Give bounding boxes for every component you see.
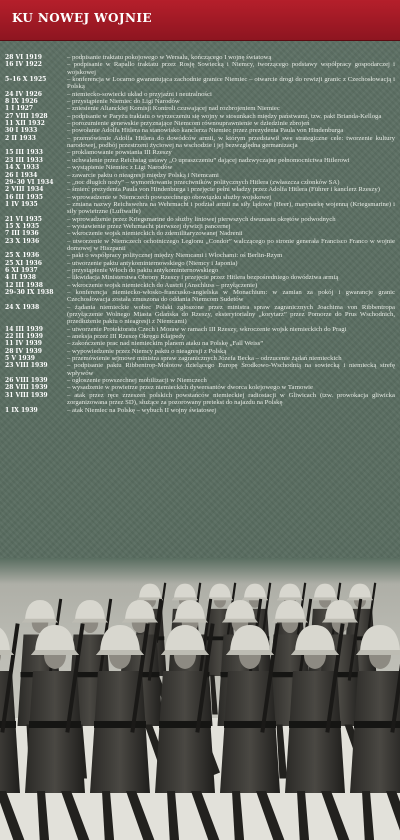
entry-date: 23 III 1933 xyxy=(5,156,43,164)
entry-date: 21 VI 1935 xyxy=(5,215,42,223)
timeline-entry xyxy=(5,127,395,134)
entry-text: – wkroczenie wojsk niemieckich do zdemilitaryzowanej Nadrenii xyxy=(67,230,243,238)
entry-text: – podpisanie w Rapallo traktatu przez Rosję Sowiecką i Niemcy, tworzącego podstawy współpracy gospodarczej i wojskowej xyxy=(67,61,395,76)
entry-date: 8 IX 1926 xyxy=(5,98,38,106)
entry-date: 22 III 1939 xyxy=(5,333,43,341)
entry-text: – atak przez ręce zrzeszeń polskich powstańców niemieckiej radiostacji w Gliwicach (tzw. prowokacja gliwicka zorganizowana przez SD), służące za pozorowany pretekst do najazdu na Polskę xyxy=(67,391,395,407)
timeline-entry xyxy=(5,340,395,347)
entry-text: – proklamowanie powstania III Rzeszy xyxy=(67,149,172,157)
entry-date: 2 VIII 1934 xyxy=(5,186,44,194)
entry-date: 26 I 1934 xyxy=(5,171,38,179)
entry-date: 29–30 VI 1934 xyxy=(5,178,54,186)
timeline-entry xyxy=(5,216,395,223)
timeline-entry xyxy=(5,186,395,193)
entry-text: – aneksja przez III Rzeszę Okręgu Kłajpedy xyxy=(67,333,186,341)
entry-date: 28 VI 1919 xyxy=(5,54,42,61)
timeline-entry xyxy=(5,113,395,120)
entry-text: – niemiecko-sowiecki układ o przyjaźni i neutralności xyxy=(67,90,212,98)
timeline-entry xyxy=(5,392,395,407)
entry-text: – zawarcie paktu o nieagresji między Polską i Niemcami xyxy=(67,171,219,179)
entry-date: 1 I 1927 xyxy=(5,105,34,113)
entry-date: 5–16 X 1925 xyxy=(5,76,47,84)
entry-text: – podpisanie traktatu pokojowego w Wersalu, kończącego I wojnę światową xyxy=(67,54,272,61)
timeline-entry xyxy=(5,238,395,253)
timeline-entry xyxy=(5,172,395,179)
entry-date: 15 X 1935 xyxy=(5,222,40,230)
entry-text: – wysadzenie w powietrze przez niemieckich dywersantów dworca kolejowego w Tarnowie xyxy=(67,384,314,392)
timeline-entry xyxy=(5,164,395,171)
timeline-entry xyxy=(5,149,395,156)
entry-text: – zmiana nazwy Reichswehra na Wehrmacht i podział armii na siły lądowe (Heer), marynarkę wojenną (Kriegsmarine) i siły powietrzne (Luftwaffe) xyxy=(67,200,395,216)
entry-date: 16 III 1935 xyxy=(5,193,43,201)
entry-text: – podpisanie paktu Ribbentrop-Mołotow dzielącego Europę Środkowo-Wschodnią na sowiecką i niemiecką strefę wpływów xyxy=(67,362,395,377)
timeline-entry xyxy=(5,282,395,289)
timeline-entry xyxy=(5,260,395,267)
entry-date: 7 III 1936 xyxy=(5,230,39,238)
section-title: KU NOWEJ WOJNIE xyxy=(12,11,152,25)
entry-text: – atak Niemiec na Polskę – wybuch II wojny światowej xyxy=(67,406,217,414)
entry-date: 31 VIII 1939 xyxy=(5,391,48,399)
entry-date: 28 VIII 1939 xyxy=(5,384,48,392)
timeline-entry xyxy=(5,267,395,274)
timeline-entry xyxy=(5,289,395,304)
entry-text: – wypowiedzenie przez Niemcy paktu o nieagresji z Polską xyxy=(67,347,227,355)
entry-text: – wystawienie przez Wehrmacht pierwszej dywizji pancernej xyxy=(67,222,231,230)
entry-text: – porozumienie genewskie przyznające Niemcom równouprawnienie w dziedzinie zbrojeń xyxy=(67,120,310,128)
marching-soldiers-photo xyxy=(0,558,400,840)
entry-text: – przemówienie Adolfa Hitlera do dowódców armii, w którym przedstawił swe strategiczne cele: tworzenie kultury narodowej, podbój przestrzeni życiowej na wschodzie i jej bezwzględna germanizacja xyxy=(67,134,395,150)
entry-date: 14 III 1939 xyxy=(5,325,43,333)
timeline-entry xyxy=(5,304,395,326)
entry-text: – wprowadzenie przez Kriegsmarine do służby liniowej pierwszych dwunastu okrętów podwodnych xyxy=(67,215,336,223)
entry-text: – żądania niemieckie wobec Polski zgłoszone przez ministra spraw zagranicznych Joachima von Ribbentropa (przyłączenie Wolnego Miasta Gdańska do Rzeszy, eksterytorialny „korytarz” przez Pomorze do Prus Wschodnich, przedłużenie paktu o nieagresji z Niemcami) xyxy=(67,303,395,326)
entry-text: – utworzenie w Niemczech ochotniczego Legionu „Condor” walczącego po stronie generała Francisco Franco w wojnie domowej w Hiszpanii xyxy=(67,237,395,252)
entry-date: 25 XI 1936 xyxy=(5,259,42,267)
entry-date: 16 IV 1922 xyxy=(5,61,42,69)
entry-date: 11 IV 1939 xyxy=(5,340,42,348)
timeline-entry xyxy=(5,407,395,414)
entry-date: 2 II 1933 xyxy=(5,134,36,142)
timeline-entry xyxy=(5,348,395,355)
timeline-entry xyxy=(5,61,395,76)
entry-date: 1 IX 1939 xyxy=(5,406,38,414)
entry-date: 27 VIII 1928 xyxy=(5,112,48,120)
timeline-entry xyxy=(5,194,395,201)
timeline-entry xyxy=(5,230,395,237)
entry-text: – przemówienie sejmowe ministra spraw zagranicznych Józefa Becka – odrzucenie żądań niemieckich xyxy=(67,355,342,363)
entry-date: 15 III 1933 xyxy=(5,149,43,157)
entry-date: 11 XII 1932 xyxy=(5,120,45,128)
entry-date: 1 IV 1935 xyxy=(5,200,38,208)
timeline-entry xyxy=(5,201,395,216)
timeline-entry xyxy=(5,54,395,61)
entry-text: – konferencja niemiecko-włosko-francusko-angielska w Monachium: w zamian za pokój i gwarancje granic Czechosłowacja została zmuszona do oddania Niemcom Sudetów xyxy=(67,289,395,304)
timeline-entry xyxy=(5,98,395,105)
entry-date: 6 XI 1937 xyxy=(5,266,38,274)
entry-text: – pakt o współpracy politycznej między Niemcami i Włochami: oś Berlin-Rzym xyxy=(67,252,283,260)
entry-text: – „noc długich noży” – wymordowanie przeciwników politycznych Hitlera (zwłaszcza członków SA) xyxy=(67,178,340,186)
entry-text: – wystąpienie Niemiec z Ligi Narodów xyxy=(67,164,173,172)
entry-text: – ogłoszenie powszechnej mobilizacji w Niemczech xyxy=(67,377,207,385)
entry-date: 26 VIII 1939 xyxy=(5,377,48,385)
entry-text: – likwidacja Ministerstwa Obrony Rzeszy i przejęcie przez Hitlera bezpośredniego dowództwa armią xyxy=(67,274,339,282)
timeline-entry xyxy=(5,157,395,164)
entry-date: 30 I 1933 xyxy=(5,127,38,135)
timeline-entry xyxy=(5,179,395,186)
entry-text: – przystąpienie Niemiec do Ligi Narodów xyxy=(67,98,180,106)
timeline-entry xyxy=(5,120,395,127)
timeline-entry xyxy=(5,76,395,91)
entry-text: – uchwalenie przez Reichstag ustawy „O upraszczeniu” dającej nadzwyczajne pełnomocnictwa Hitlerowi xyxy=(67,156,350,164)
entry-date: 24 X 1938 xyxy=(5,303,40,311)
timeline-entry xyxy=(5,252,395,259)
timeline-entry xyxy=(5,384,395,391)
timeline-entry xyxy=(5,105,395,112)
entry-text: – powołanie Adolfa Hitlera na stanowisko kanclerza Niemiec przez prezydenta Paula von Hindenburga xyxy=(67,127,344,135)
entry-date: 29–30 IX 1938 xyxy=(5,289,54,296)
entry-text: – śmierć prezydenta Paula von Hindenburga i przejęcie pełni władzy przez Adolfa Hitlera (Führer i kanclerz Rzeszy) xyxy=(67,186,380,194)
entry-date: 24 IV 1926 xyxy=(5,90,42,98)
chronology-list xyxy=(5,54,395,414)
entry-date: 5 V 1939 xyxy=(5,355,35,363)
entry-date: 4 II 1938 xyxy=(5,274,36,282)
entry-text: – utworzenie Protektoratu Czech i Moraw w ramach III Rzeszy, wkroczenie wojsk niemieckich do Pragi xyxy=(67,325,347,333)
timeline-entry xyxy=(5,274,395,281)
entry-text: – wprowadzenie w Niemczech powszechnego obowiązku służby wojskowej xyxy=(67,193,272,201)
entry-date: 14 X 1933 xyxy=(5,164,40,172)
entry-text: – wkroczenie wojsk niemieckich do Austrii (Anschluss – przyłączenie) xyxy=(67,281,258,289)
entry-text: – konferencja w Locarno gwarantująca zachodnie granice Niemiec – otwarcie drogi do rewizji granic z Czechosłowacją i Polską xyxy=(67,76,395,91)
timeline-entry xyxy=(5,91,395,98)
entry-date: 25 X 1936 xyxy=(5,252,40,260)
entry-date: 23 X 1936 xyxy=(5,237,40,245)
entry-text: – utworzenie paktu antykominternowskiego (Niemcy i Japonia) xyxy=(67,259,238,267)
timeline-entry xyxy=(5,326,395,333)
timeline-entry xyxy=(5,223,395,230)
entry-text: – podpisanie w Paryżu traktatu o wyrzeczeniu się wojny w stosunkach między państwami, tzw. pakt Brianda-Kelloga xyxy=(67,112,382,120)
entry-date: 28 IV 1939 xyxy=(5,347,42,355)
entry-text: – zniesienie Alianckiej Komisji Kontroli czuwającej nad rozbrojeniem Niemiec xyxy=(67,105,280,113)
entry-date: 12 III 1938 xyxy=(5,281,43,289)
entry-text: – przystąpienie Włoch do paktu antykominternowskiego xyxy=(67,266,219,274)
section-header xyxy=(0,0,400,41)
timeline-entry xyxy=(5,377,395,384)
entry-date: 23 VIII 1939 xyxy=(5,362,48,370)
entry-text: – zakończenie prac nad niemieckim planem ataku na Polskę „Fall Weiss” xyxy=(67,340,264,348)
timeline-entry xyxy=(5,362,395,377)
timeline-entry xyxy=(5,135,395,150)
timeline-entry xyxy=(5,333,395,340)
